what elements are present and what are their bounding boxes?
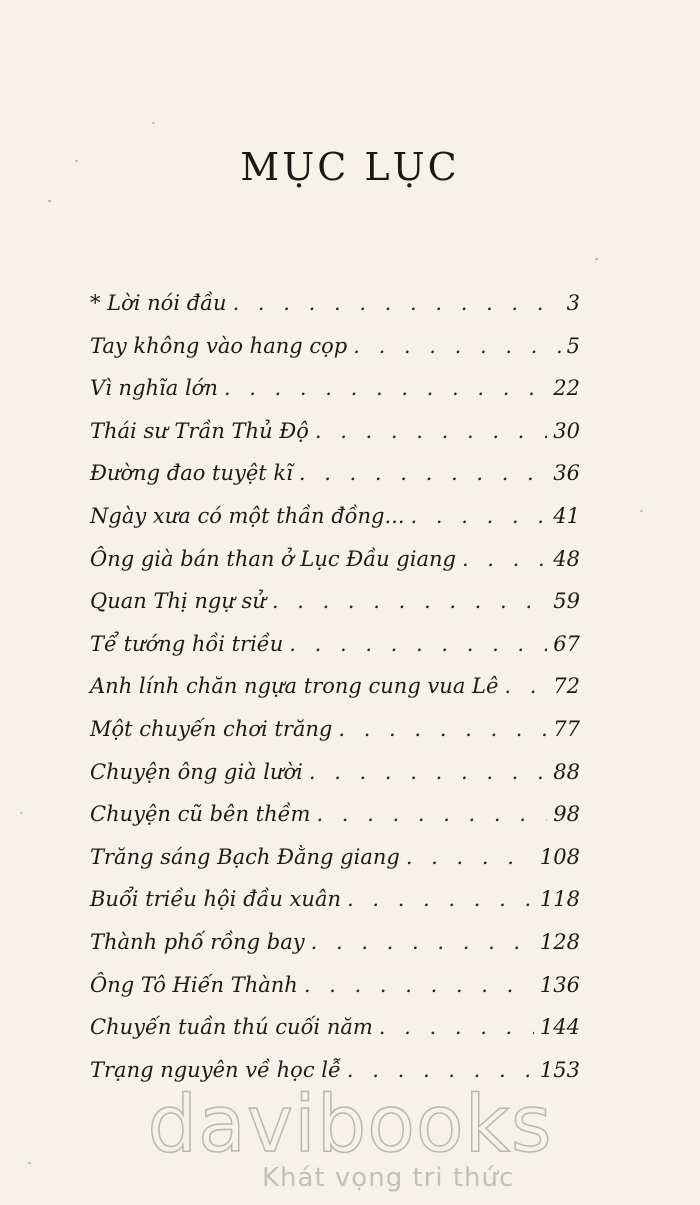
toc-dot-leader	[304, 964, 534, 1007]
toc-dot-leader	[379, 1006, 534, 1049]
toc-entry	[90, 921, 580, 964]
toc-entry-page: 72	[553, 674, 580, 699]
toc-dot-leader	[309, 751, 547, 794]
toc-dot-leader	[289, 623, 547, 666]
toc-entry-page: 136	[539, 972, 580, 997]
page-title: MỤC LỤC	[240, 145, 460, 190]
toc-entry-page: 118	[539, 887, 580, 912]
toc-entry-page: 144	[539, 1015, 580, 1040]
toc-entry-title: Anh lính chăn ngựa trong cung vua Lê	[90, 674, 499, 699]
toc-entry	[90, 325, 580, 368]
toc-entry-page: 30	[553, 418, 580, 443]
toc-entry	[90, 751, 580, 794]
toc-entry-title: Ông già bán than ở Lục Đầu giang	[90, 546, 456, 571]
toc-dot-leader	[224, 367, 547, 410]
toc-dot-leader	[504, 665, 547, 708]
toc-dot-leader	[272, 580, 547, 623]
toc-entry-title: Tể tướng hồi triều	[90, 631, 284, 656]
toc-entry-title: Quan Thị ngự sử	[90, 589, 266, 614]
toc-entry-title: * Lời nói đầu	[90, 291, 227, 315]
paper-speck	[640, 510, 643, 512]
toc-entry-title: Chuyện ông già lười	[90, 759, 303, 784]
toc-entry-title: Thái sư Trần Thủ Độ	[90, 418, 309, 443]
toc-entry-title: Buổi triều hội đầu xuân	[90, 887, 341, 912]
toc-dot-leader	[411, 495, 548, 538]
toc-entry-page: 88	[553, 759, 580, 784]
watermark-tagline: Khát vọng tri thức	[262, 1163, 515, 1193]
paper-speck	[28, 1162, 31, 1164]
toc-entry-title: Chuyến tuần thú cuối năm	[90, 1015, 373, 1040]
toc-entry-page: 59	[553, 589, 580, 614]
toc-entry-title: Chuyện cũ bên thềm	[90, 802, 311, 827]
toc-entry-page: 41	[553, 503, 580, 528]
toc-entry-page: 108	[539, 844, 580, 869]
toc-entry	[90, 665, 580, 708]
toc-entry-title: Trạng nguyên về học lễ	[90, 1057, 341, 1082]
toc-dot-leader	[299, 452, 547, 495]
toc-entry-title: Ông Tô Hiến Thành	[90, 972, 298, 997]
paper-speck	[48, 200, 51, 202]
toc-dot-leader	[406, 836, 534, 879]
paper-speck	[75, 160, 78, 162]
toc-entry	[90, 793, 580, 836]
toc-entry-title: Trăng sáng Bạch Đằng giang	[90, 844, 400, 869]
toc-entry-page: 77	[553, 716, 580, 741]
paper-speck	[595, 258, 598, 260]
toc-dot-leader	[353, 325, 560, 368]
paper-speck	[152, 122, 155, 124]
toc-entry-title: Một chuyến chơi trăng	[90, 716, 333, 741]
toc-entry-page: 67	[553, 631, 580, 656]
toc-entry-page: 5	[566, 333, 580, 358]
toc-entry	[90, 538, 580, 581]
toc-entry-title: Ngày xưa có một thần đồng...	[90, 503, 405, 528]
toc-entry-title: Vì nghĩa lớn	[90, 376, 218, 401]
toc-entry-title: Tay không vào hang cọp	[90, 333, 348, 358]
toc-entry	[90, 623, 580, 666]
toc-entry-title: Đường đao tuyệt kĩ	[90, 461, 293, 486]
toc-entry	[90, 878, 580, 921]
toc-entry	[90, 708, 580, 751]
toc-dot-leader	[315, 410, 547, 453]
watermark-brand: davibooks	[147, 1080, 553, 1170]
toc-entry	[90, 367, 580, 410]
toc-entry-page: 3	[566, 291, 580, 315]
toc-entry	[90, 410, 580, 453]
toc-entry	[90, 1006, 580, 1049]
toc-dot-leader	[347, 878, 534, 921]
toc-dot-leader	[316, 793, 547, 836]
toc-entry-page: 22	[553, 376, 580, 401]
table-of-contents	[90, 282, 580, 1091]
toc-entry	[90, 964, 580, 1007]
toc-dot-leader	[462, 538, 547, 581]
toc-entry-page: 153	[539, 1057, 580, 1082]
toc-entry-page: 98	[553, 802, 580, 827]
toc-entry-page: 128	[539, 929, 580, 954]
toc-entry	[90, 836, 580, 879]
toc-entry	[90, 580, 580, 623]
toc-entry	[90, 495, 580, 538]
toc-entry	[90, 452, 580, 495]
toc-entry	[90, 282, 580, 325]
toc-entry-page: 48	[553, 546, 580, 571]
toc-dot-leader	[338, 708, 547, 751]
toc-dot-leader	[311, 921, 534, 964]
toc-entry-title: Thành phố rồng bay	[90, 929, 305, 954]
toc-entry-page: 36	[553, 461, 580, 486]
toc-dot-leader	[233, 282, 561, 325]
paper-speck	[20, 812, 23, 814]
